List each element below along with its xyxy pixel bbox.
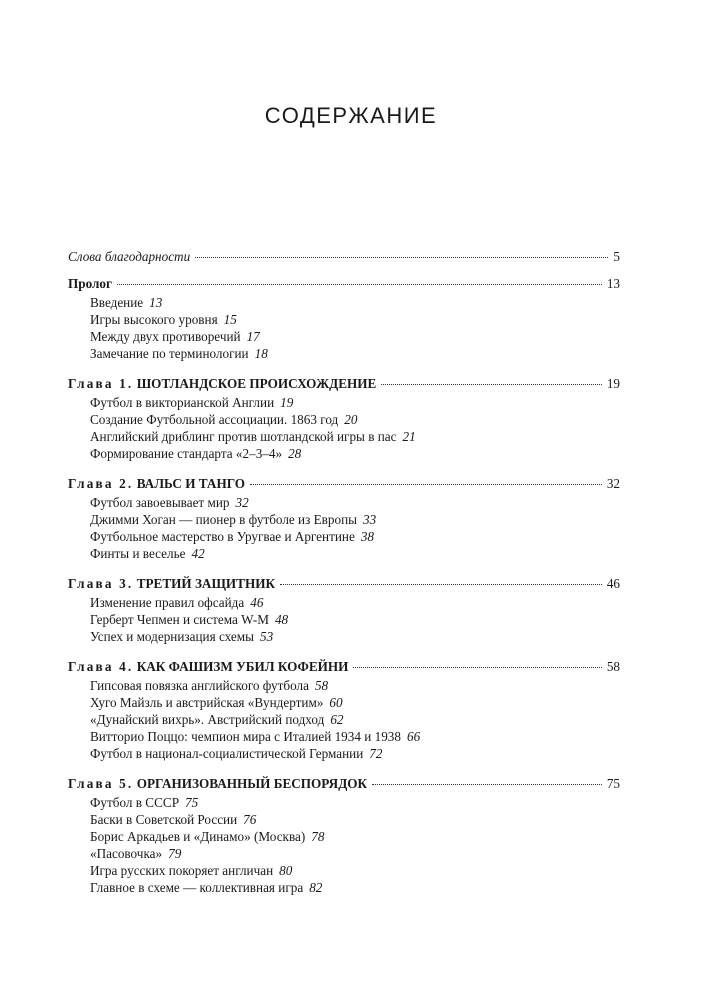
toc-sub-list — [68, 677, 620, 762]
toc-sub-item-page: 80 — [279, 863, 293, 878]
toc-entry-title — [68, 775, 367, 793]
toc-sub-item[interactable] — [90, 745, 620, 762]
toc-chapter-1-section — [68, 375, 620, 462]
toc-sub-item-title: Герберт Чепмен и система W-M — [90, 612, 269, 627]
toc-sub-item[interactable] — [90, 594, 620, 611]
toc-entry-title — [68, 658, 348, 676]
toc-sub-list — [68, 594, 620, 645]
toc-sub-item-title: Гипсовая повязка английского футбола — [90, 678, 309, 693]
toc-sub-item[interactable] — [90, 528, 620, 545]
toc-sub-item-page: 72 — [369, 746, 383, 761]
toc-sub-item-title: Футбол в викторианской Англии — [90, 395, 275, 410]
toc-sub-item[interactable] — [90, 828, 620, 845]
toc-sub-list — [68, 394, 620, 462]
dot-leader — [372, 784, 602, 785]
toc-sub-item[interactable] — [90, 611, 620, 628]
toc-sub-item-title: Английский дриблинг против шотландской игры в пас — [90, 429, 397, 444]
toc-sub-item-page: 19 — [280, 395, 294, 410]
toc-sub-item-page: 58 — [314, 678, 329, 693]
toc-entry-page: 32 — [606, 476, 620, 491]
chapter-label: Глава 4. — [68, 659, 134, 674]
toc-sub-item[interactable] — [90, 445, 620, 462]
toc-sub-item-title: «Пасовочка» — [90, 846, 163, 861]
toc-entry-page: 5 — [613, 249, 620, 264]
toc-sub-item[interactable] — [90, 879, 620, 896]
chapter-label: Глава 2. — [68, 476, 134, 491]
toc-sub-item-page: 60 — [329, 695, 343, 710]
page-title: СОДЕРЖАНИЕ — [264, 103, 438, 128]
toc-front-section — [68, 248, 620, 266]
toc-sub-item-page: 46 — [250, 595, 264, 610]
toc-chapter-5-section — [68, 775, 620, 896]
toc-sub-item-page: 53 — [259, 629, 274, 644]
toc-sub-item-title: Борис Аркадьев и «Динамо» (Москва) — [90, 829, 306, 844]
toc-sub-item-title: Футбол в национал-социалистической Германии — [90, 746, 364, 761]
toc-sub-item-page: 32 — [235, 495, 249, 510]
toc-entry-page: 75 — [606, 776, 620, 791]
toc-sub-item-title: Баски в Советской России — [90, 812, 238, 827]
toc-sub-item[interactable] — [90, 328, 620, 345]
toc-sub-item-page: 42 — [191, 546, 205, 561]
toc-sub-item-page: 18 — [254, 346, 268, 361]
toc-sub-item[interactable] — [90, 411, 620, 428]
toc-entry-title — [68, 375, 376, 393]
dot-leader — [353, 667, 601, 668]
dot-leader — [117, 284, 602, 285]
chapter-title: КАК ФАШИЗМ УБИЛ КОФЕЙНИ — [136, 659, 349, 674]
toc-sub-item[interactable] — [90, 711, 620, 728]
toc-sub-item[interactable] — [90, 311, 620, 328]
dot-leader — [250, 484, 602, 485]
toc-sub-item-title: Создание Футбольной ассоциации. 1863 год — [90, 412, 339, 427]
toc-entry-chapter-4[interactable] — [68, 658, 620, 676]
toc-sub-item-title: Хуго Майзль и австрийская «Вундертим» — [90, 695, 324, 710]
toc-sub-item[interactable] — [90, 394, 620, 411]
chapter-label: Глава 3. — [68, 576, 134, 591]
toc-sub-item-page: 78 — [311, 829, 325, 844]
chapter-title: ШОТЛАНДСКОЕ ПРОИСХОЖДЕНИЕ — [136, 376, 377, 391]
toc-sub-item-title: Джимми Хоган — пионер в футболе из Европы — [90, 512, 358, 527]
dot-leader — [381, 384, 602, 385]
toc-entry-chapter-2[interactable] — [68, 475, 620, 493]
toc-sub-list — [68, 294, 620, 362]
toc-sub-item[interactable] — [90, 494, 620, 511]
toc-entry-chapter-3[interactable] — [68, 575, 620, 593]
toc-sub-item-page: 62 — [330, 712, 344, 727]
toc-sub-item-page: 75 — [185, 795, 199, 810]
chapter-label: Глава 5. — [68, 776, 134, 791]
toc-entry-title: Пролог — [68, 276, 112, 291]
toc-sub-item-page: 38 — [360, 529, 374, 544]
toc-prologue-section — [68, 275, 620, 362]
toc-sub-item[interactable] — [90, 428, 620, 445]
toc-sub-item-title: Футбол завоевывает мир — [90, 495, 230, 510]
toc-sub-item-title: Футбольное мастерство в Уругвае и Аргентине — [90, 529, 355, 544]
toc-sub-item[interactable] — [90, 694, 620, 711]
toc-sub-item[interactable] — [90, 294, 620, 311]
dot-leader — [195, 257, 608, 258]
toc-sub-item[interactable] — [90, 545, 620, 562]
toc-sub-item-title: «Дунайский вихрь». Австрийский подход — [90, 712, 325, 727]
toc-sub-item-title: Финты и веселье — [90, 546, 186, 561]
toc-sub-list — [68, 494, 620, 562]
toc-sub-item-page: 79 — [168, 846, 182, 861]
chapter-title: ТРЕТИЙ ЗАЩИТНИК — [136, 576, 276, 591]
toc-sub-item[interactable] — [90, 677, 620, 694]
toc-sub-item-title: Изменение правил офсайда — [90, 595, 245, 610]
toc-sub-item-title: Введение — [90, 295, 144, 310]
chapter-title: ОРГАНИЗОВАННЫЙ БЕСПОРЯДОК — [136, 776, 368, 791]
toc-entry-page: 58 — [606, 659, 620, 674]
toc-chapter-4-section — [68, 658, 620, 762]
toc-entry-chapter-1[interactable] — [68, 375, 620, 393]
toc-chapter-2-section — [68, 475, 620, 562]
toc-sub-item[interactable] — [90, 862, 620, 879]
toc-entry-acknowledgements[interactable] — [68, 248, 620, 266]
toc-sub-item-page: 66 — [406, 729, 421, 744]
toc-sub-item-page: 28 — [288, 446, 302, 461]
toc-sub-list — [68, 794, 620, 896]
toc-chapter-3-section — [68, 575, 620, 645]
toc-sub-item-page: 13 — [149, 295, 163, 310]
toc-sub-item[interactable] — [90, 728, 620, 745]
toc-sub-item[interactable] — [90, 811, 620, 828]
dot-leader — [280, 584, 602, 585]
toc-sub-item[interactable] — [90, 345, 620, 362]
toc-sub-item[interactable] — [90, 511, 620, 528]
toc-sub-item-title: Футбол в СССР — [90, 795, 180, 810]
toc-entry-page: 46 — [606, 576, 620, 591]
toc-sub-item[interactable] — [90, 794, 620, 811]
toc-sub-item-page: 48 — [274, 612, 289, 627]
chapter-title: ВАЛЬС И ТАНГО — [136, 476, 246, 491]
toc-sub-item-title: Витторио Поццо: чемпион мира с Италией 1934 и 1938 — [90, 729, 401, 744]
toc-entry-title — [68, 475, 245, 493]
toc-sub-item-page: 15 — [223, 312, 237, 327]
toc-sub-item-title: Главное в схеме — коллективная игра — [90, 880, 304, 895]
toc-sub-item-title: Игры высокого уровня — [90, 312, 218, 327]
toc-sub-item-title: Между двух противоречий — [90, 329, 241, 344]
toc-sub-item-page: 17 — [246, 329, 260, 344]
table-of-contents — [68, 248, 620, 909]
chapter-label: Глава 1. — [68, 376, 134, 391]
toc-sub-item[interactable] — [90, 628, 620, 645]
toc-sub-item-page: 33 — [363, 512, 377, 527]
toc-sub-item-page: 21 — [402, 429, 416, 444]
toc-sub-item-page: 82 — [309, 880, 323, 895]
toc-sub-item-title: Успех и модернизация схемы — [90, 629, 254, 644]
toc-sub-item-page: 76 — [243, 812, 257, 827]
toc-sub-item-title: Замечание по терминологии — [90, 346, 249, 361]
toc-entry-title — [68, 575, 275, 593]
toc-entry-page: 19 — [606, 376, 620, 391]
toc-entry-prologue[interactable] — [68, 275, 620, 293]
toc-sub-item-title: Игра русских покоряет англичан — [90, 863, 274, 878]
toc-sub-item-page: 20 — [344, 412, 358, 427]
toc-sub-item[interactable] — [90, 845, 620, 862]
toc-entry-page: 13 — [606, 276, 620, 291]
toc-entry-title: Слова благодарности — [68, 249, 191, 264]
toc-entry-chapter-5[interactable] — [68, 775, 620, 793]
toc-sub-item-title: Формирование стандарта «2–3–4» — [90, 446, 283, 461]
